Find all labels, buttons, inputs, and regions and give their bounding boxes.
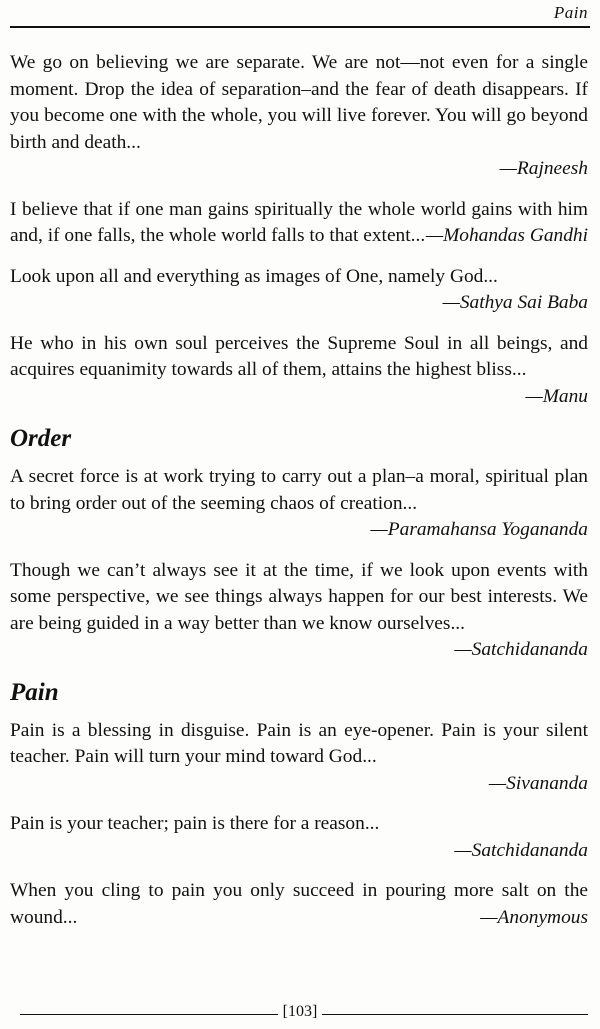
quote-satchidananda-order: [10, 558, 588, 664]
quote-manu: [10, 331, 588, 411]
quote-text: When you cling to pain you only succeed in pouring more salt on the wound...: [10, 880, 588, 928]
quote-anonymous: [10, 878, 588, 931]
page-footer: [0, 1003, 600, 1023]
page-content: [10, 50, 588, 945]
quote-text: We go on believing we are separate. We are not—not even for a single moment. Drop the idea of separation–and the fear of death disappears. If you become one with the whole, you will live forever. You will go beyond birth and death...: [10, 52, 588, 153]
quote-sivananda: [10, 718, 588, 798]
quote-text: Though we can’t always see it at the time, if we look upon events with some perspective, we see things always happen for our best interests. We are being guided in a way better than we know ourselves...: [10, 559, 588, 634]
quote-text: A secret force is at work trying to carry out a plan–a moral, spiritual plan to bring order out of the seeming chaos of creation...: [10, 466, 588, 514]
running-head: Pain: [553, 3, 588, 22]
footer-rule-right: [322, 1014, 588, 1015]
quote-text: He who in his own soul perceives the Supreme Soul in all beings, and acquires equanimity towards all of them, attains the highest bliss...: [10, 332, 588, 380]
quote-text: I believe that if one man gains spiritually the whole world gains with him and, if one falls, the whole world falls to that extent...: [10, 198, 588, 246]
quote-text: Pain is a blessing in disguise. Pain is an eye-opener. Pain is your silent teacher. Pain will turn your mind toward God...: [10, 719, 588, 767]
quote-rajneesh: [10, 50, 588, 183]
quote-text: Pain is your teacher; pain is there for a reason...: [10, 813, 380, 834]
quote-author: —Satchidananda: [454, 639, 588, 660]
quote-author: —Paramahansa Yogananda: [370, 519, 588, 540]
quote-author: —Manu: [525, 385, 588, 407]
quote-yogananda: [10, 464, 588, 544]
section-heading-pain: Pain: [10, 678, 59, 706]
quote-author: —Rajneesh: [499, 158, 588, 179]
quote-author: —Sivananda: [488, 772, 588, 794]
quote-author: —Satchidananda: [454, 839, 588, 861]
quote-author: —Mohandas Gandhi: [425, 225, 588, 246]
header-rule: [10, 26, 590, 28]
quote-text: Look upon all and everything as images of One, namely God...: [10, 265, 498, 287]
quote-author: —Sathya Sai Baba: [442, 292, 588, 313]
quote-satchidananda-pain: [10, 811, 588, 864]
quote-author: —Anonymous: [480, 906, 588, 928]
quote-sai-baba: [10, 264, 588, 317]
footer-rule-left: [20, 1014, 278, 1015]
section-heading-order: Order: [10, 425, 72, 452]
quote-gandhi: [10, 197, 588, 250]
page-number: [103]: [282, 1003, 318, 1020]
